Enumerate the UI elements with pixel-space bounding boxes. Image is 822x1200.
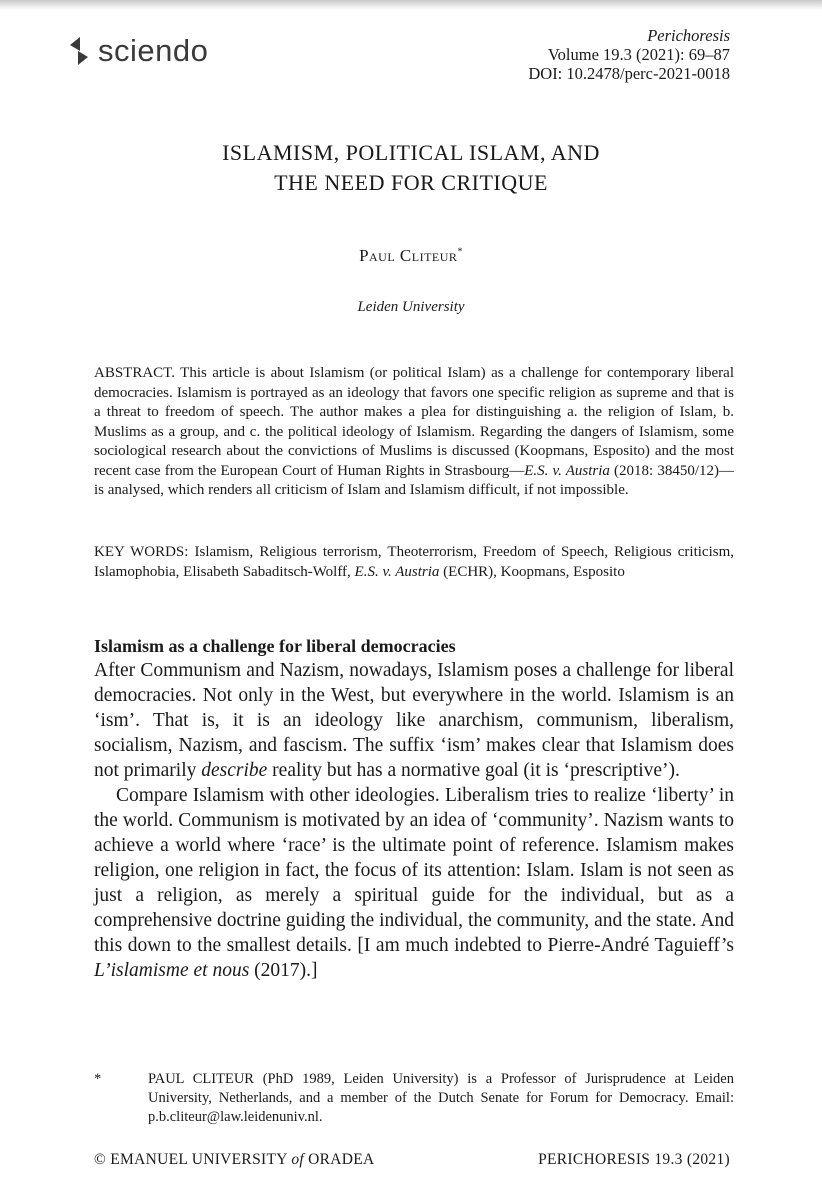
paragraph-1-text-a: After Communism and Nazism, nowadays, Islamism poses a challenge for liberal democracies. Not only in the West, but everywhere in the world. Islamism is an ‘ism’. That is, it is an ideology like anarchism, communism, liberalism, socialism, Nazism, and fascism. The suffix ‘ism’ makes clear that Islamism does not primarily: [94, 660, 734, 781]
publisher-name: sciendo: [98, 33, 209, 68]
journal-info: [528, 26, 730, 83]
abstract-text-1: ABSTRACT. This article is about Islamism (or political Islam) as a challenge for contemporary liberal democracies. Islamism is portrayed as an ideology that favors one specific religion as supreme and that is a threat to freedom of speech. The author makes a plea for distinguishing a. the religion of Islam, b. Muslims as a group, and c. the political ideology of Islamism. Regarding the dangers of Islamism, some sociological research about the convictions of Muslims is discussed (Koopmans, Esposito) and the most recent case from the European Court of Human Rights in Strasbourg—: [94, 365, 734, 479]
abstract: [94, 364, 734, 501]
publisher-logo: [66, 34, 208, 68]
keywords-text-1: KEY WORDS: Islamism, Religious terrorism, Theoterrorism, Freedom of Speech, Religious criticism, Islamophobia, Elisabeth Sabaditsch-Wolff,: [94, 544, 734, 580]
footer-copyright: [94, 1151, 375, 1169]
footer-copyright-b: ORADEA: [303, 1151, 375, 1168]
author-line: [0, 246, 822, 266]
abstract-text-2: (2018: 38450/12)—is analysed, which renders all criticism of Islam and Islamism difficult, if not impossible.: [94, 462, 735, 498]
affiliation: Leiden University: [357, 299, 465, 315]
sciendo-logo-icon: [66, 35, 92, 67]
scan-top-shadow: [0, 0, 822, 10]
author-name: Paul Cliteur: [359, 246, 458, 265]
volume-line: Volume 19.3 (2021): 69–87: [547, 45, 730, 64]
doi-line: DOI: 10.2478/perc-2021-0018: [528, 64, 730, 83]
paragraph-2-text-a: Compare Islamism with other ideologies. Liberalism tries to realize ‘liberty’ in the world. Communism is motivated by an idea of ‘community’. Nazism wants to achieve a world where ‘race’ is the ultimate point of reference. Islamism makes religion, one religion in fact, the focus of its attention: Islam. Islam is not seen as just a religion, as merely a spiritual guide for the individual, but as a comprehensive doctrine guiding the individual, the community, and the state. And this down to the smallest details. [I am much indebted to Pierre-André Taguieff’s: [94, 785, 734, 956]
paragraph-2-text-b: (2017).]: [249, 960, 318, 981]
footer-journal: PERICHORESIS 19.3 (2021): [538, 1151, 730, 1168]
paragraph-2-book-title: L’islamisme et nous: [94, 960, 250, 981]
footnote-mark: *: [94, 1071, 102, 1087]
footer-copyright-of: of: [291, 1151, 304, 1168]
paragraph-1-text-b: reality but has a normative goal (it is ‘prescriptive’).: [267, 760, 680, 781]
title-line-1: ISLAMISM, POLITICAL ISLAM, AND: [222, 140, 600, 165]
footnote: [94, 1070, 734, 1127]
paragraph-2: [94, 783, 734, 983]
section-heading: Islamism as a challenge for liberal democracies: [94, 636, 456, 656]
footnote-text: PAUL CLITEUR (PhD 1989, Leiden University) is a Professor of Jurisprudence at Leiden University, Netherlands, and a member of the Dutch Senate for Forum for Democracy. Email: p.b.cliteur@law.leidenuniv.nl.: [148, 1071, 734, 1125]
paragraph-1: [94, 658, 734, 783]
abstract-case-name: E.S. v. Austria: [524, 462, 610, 479]
journal-name: Perichoresis: [647, 26, 730, 45]
keywords: [94, 543, 734, 582]
keywords-text-2: (ECHR), Koopmans, Esposito: [439, 563, 625, 580]
article-title: [0, 138, 822, 198]
title-line-2: THE NEED FOR CRITIQUE: [274, 170, 548, 195]
footer-copyright-a: © EMANUEL UNIVERSITY: [94, 1151, 292, 1168]
author-footnote-mark: *: [457, 246, 463, 258]
keywords-case-name: E.S. v. Austria: [354, 563, 440, 580]
body-text: [94, 658, 734, 983]
paragraph-1-emphasis: describe: [201, 760, 268, 781]
